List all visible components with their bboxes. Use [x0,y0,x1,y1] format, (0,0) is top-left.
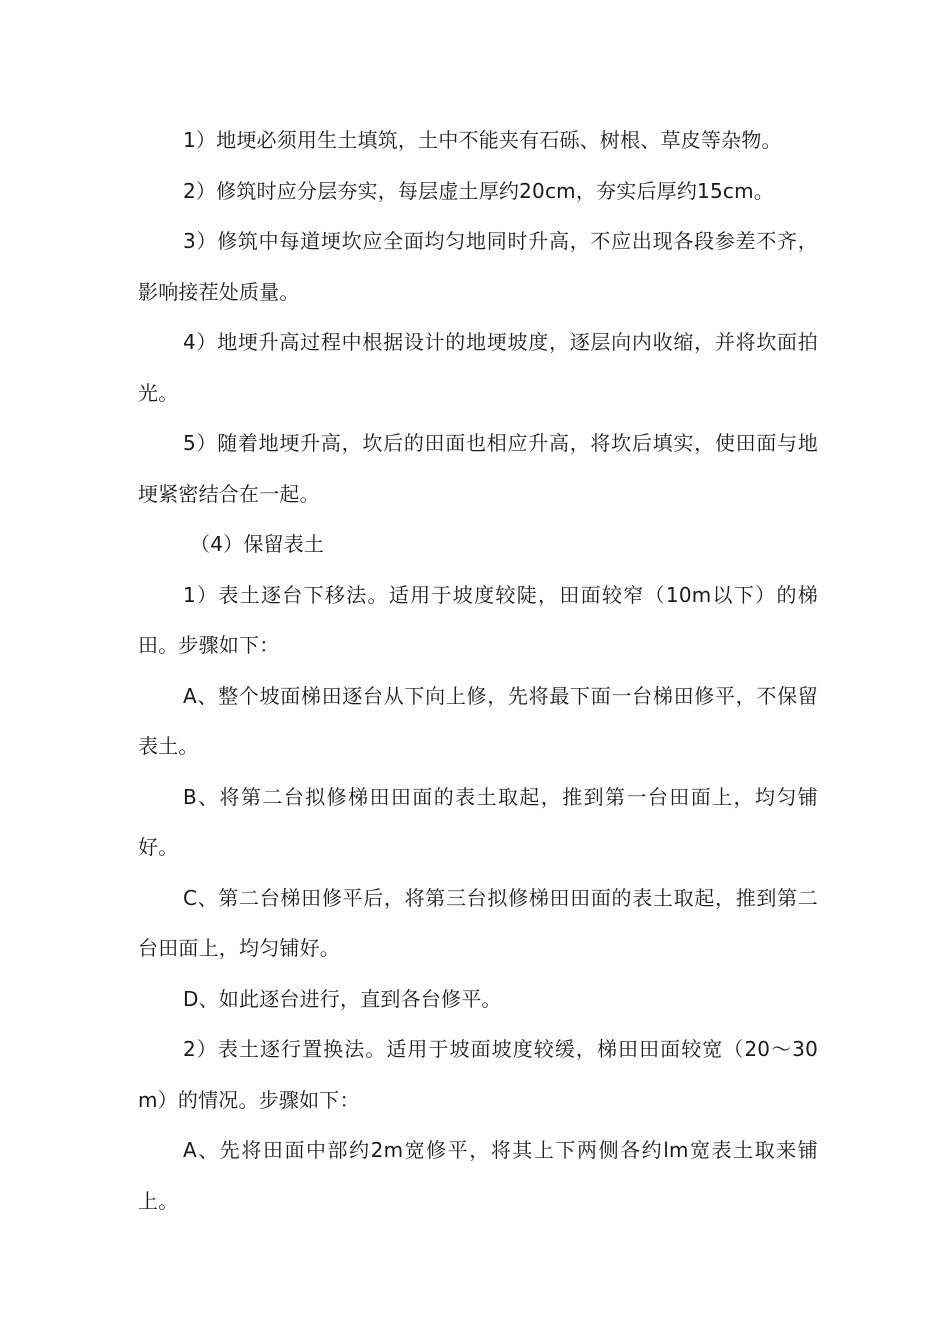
paragraph-8: B、将第二台拟修梯田田面的表土取起，推到第一台田面上，均匀铺好。 [138,784,818,859]
paragraph-2: 2）修筑时应分层夯实，每层虚土厚约20cm，夯实后厚约15cm。 [183,178,774,203]
paragraph-4: 4）地埂升高过程中根据设计的地埂坡度，逐层向内收缩，并将坎面拍光。 [138,330,818,405]
section-heading: （4）保留表土 [190,532,325,556]
paragraph-11: 2）表土逐行置换法。适用于坡面坡度较缓，梯田田面较宽（20～30m）的情况。步骤如下： [138,1037,818,1112]
paragraph-6: 1）表土逐台下移法。适用于坡度较陡，田面较窄（10m以下）的梯田。步骤如下： [138,582,818,657]
document-body [138,115,818,1226]
paragraph-5: 5）随着地埂升高，坎后的田面也相应升高，将坎后填实，使田面与地埂紧密结合在一起。 [138,431,818,506]
paragraph-12: A、先将田面中部约2m宽修平，将其上下两侧各约lm宽表土取来铺上。 [138,1138,818,1213]
paragraph-10: D、如此逐台进行，直到各台修平。 [183,986,502,1011]
paragraph-3: 3）修筑中每道埂坎应全面均匀地同时升高，不应出现各段参差不齐，影响接茬处质量。 [138,229,818,304]
paragraph-9: C、第二台梯田修平后，将第三台拟修梯田田面的表土取起，推到第二台田面上，均匀铺好。 [138,885,818,960]
paragraph-1: 1）地埂必须用生土填筑，土中不能夹有石砾、树根、草皮等杂物。 [183,128,782,152]
paragraph-7: A、整个坡面梯田逐台从下向上修，先将最下面一台梯田修平，不保留表土。 [138,683,818,758]
